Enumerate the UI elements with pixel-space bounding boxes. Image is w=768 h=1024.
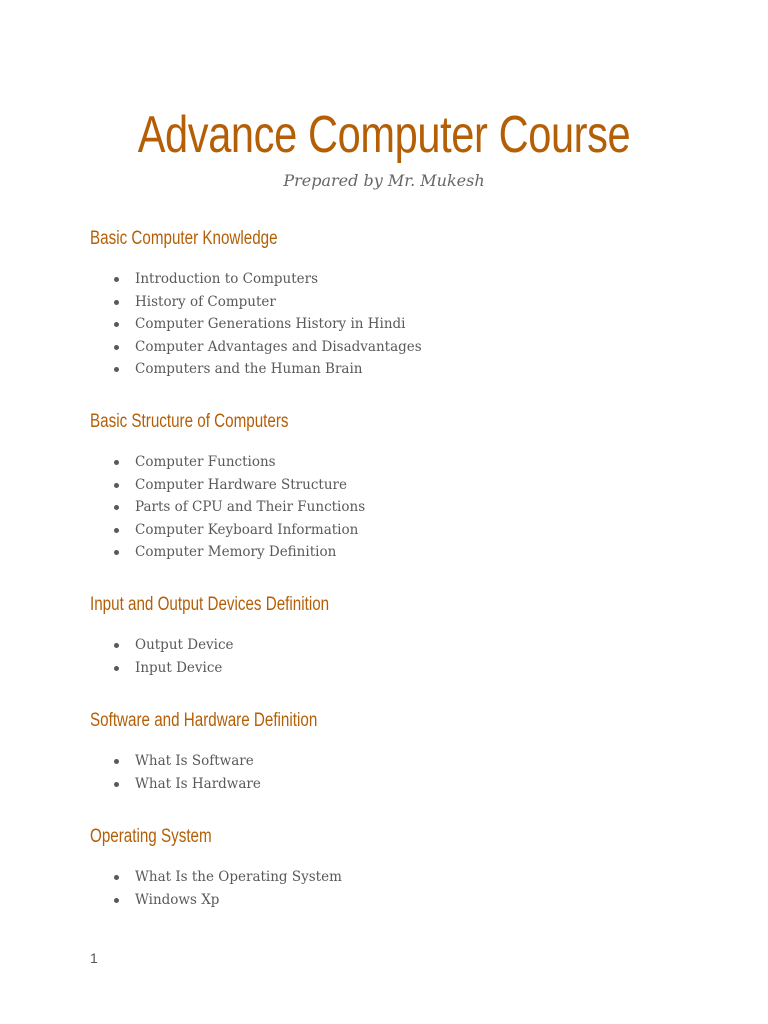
list-item-text: Input Device [135,659,223,676]
list-item-text: Computers and the Human Brain [135,361,363,377]
list-item-text: Computer Keyboard Information [135,521,359,538]
bullet-list [90,451,690,564]
bullet-list [90,866,690,911]
section-heading: Operating System [90,826,212,847]
list-item-text: Computer Functions [135,454,276,470]
list-item [90,773,690,796]
list-item-text: Introduction to Computers [135,271,319,287]
list-item [90,519,690,542]
page-number: 1 [90,950,98,966]
list-item [90,634,690,657]
document-title: Advance Computer Course [137,106,631,164]
list-item [90,750,690,773]
bullet-icon [114,528,119,533]
bullet-icon [114,759,119,764]
list-item-text: History of Computer [135,293,276,310]
bullet-icon [114,505,119,510]
list-item [90,541,690,564]
list-item [90,291,690,314]
bullet-icon [114,483,119,488]
bullet-icon [114,550,119,555]
list-item-text: What Is Hardware [135,775,261,792]
list-item [90,866,690,889]
section-heading: Basic Structure of Computers [90,411,289,432]
list-item-text: What Is Software [135,753,254,769]
list-item-text: Computer Hardware Structure [135,476,347,493]
bullet-icon [114,322,119,327]
section-heading: Basic Computer Knowledge [90,228,278,249]
list-item [90,657,690,680]
bullet-list [90,750,690,795]
list-item [90,336,690,359]
list-item [90,474,690,497]
section-basic-computer-knowledge [90,228,690,381]
list-item-text: What Is the Operating System [135,869,342,885]
bullet-list [90,268,690,381]
list-item [90,451,690,474]
list-item [90,889,690,912]
list-item-text: Computer Memory Definition [135,544,337,560]
section-heading: Software and Hardware Definition [90,710,318,731]
bullet-icon [114,875,119,880]
bullet-icon [114,643,119,648]
list-item-text: Windows Xp [135,891,220,908]
bullet-icon [114,300,119,305]
bullet-icon [114,666,119,671]
bullet-icon [114,277,119,282]
section-software-hardware [90,710,690,795]
section-heading: Input and Output Devices Definition [90,594,330,615]
bullet-icon [114,898,119,903]
bullet-icon [114,460,119,465]
list-item-text: Output Device [135,637,234,653]
bullet-list [90,634,690,679]
bullet-icon [114,782,119,787]
section-basic-structure-of-computers [90,411,690,564]
list-item [90,268,690,291]
list-item [90,358,690,381]
list-item-text: Computer Generations History in Hindi [135,316,406,332]
section-input-output-devices [90,594,690,679]
bullet-icon [114,367,119,372]
list-item-text: Computer Advantages and Disadvantages [135,338,422,355]
section-operating-system [90,826,690,911]
document-subtitle: Prepared by Mr. Mukesh [283,171,485,190]
list-item-text: Parts of CPU and Their Functions [135,499,366,515]
list-item [90,496,690,519]
bullet-icon [114,345,119,350]
list-item [90,313,690,336]
